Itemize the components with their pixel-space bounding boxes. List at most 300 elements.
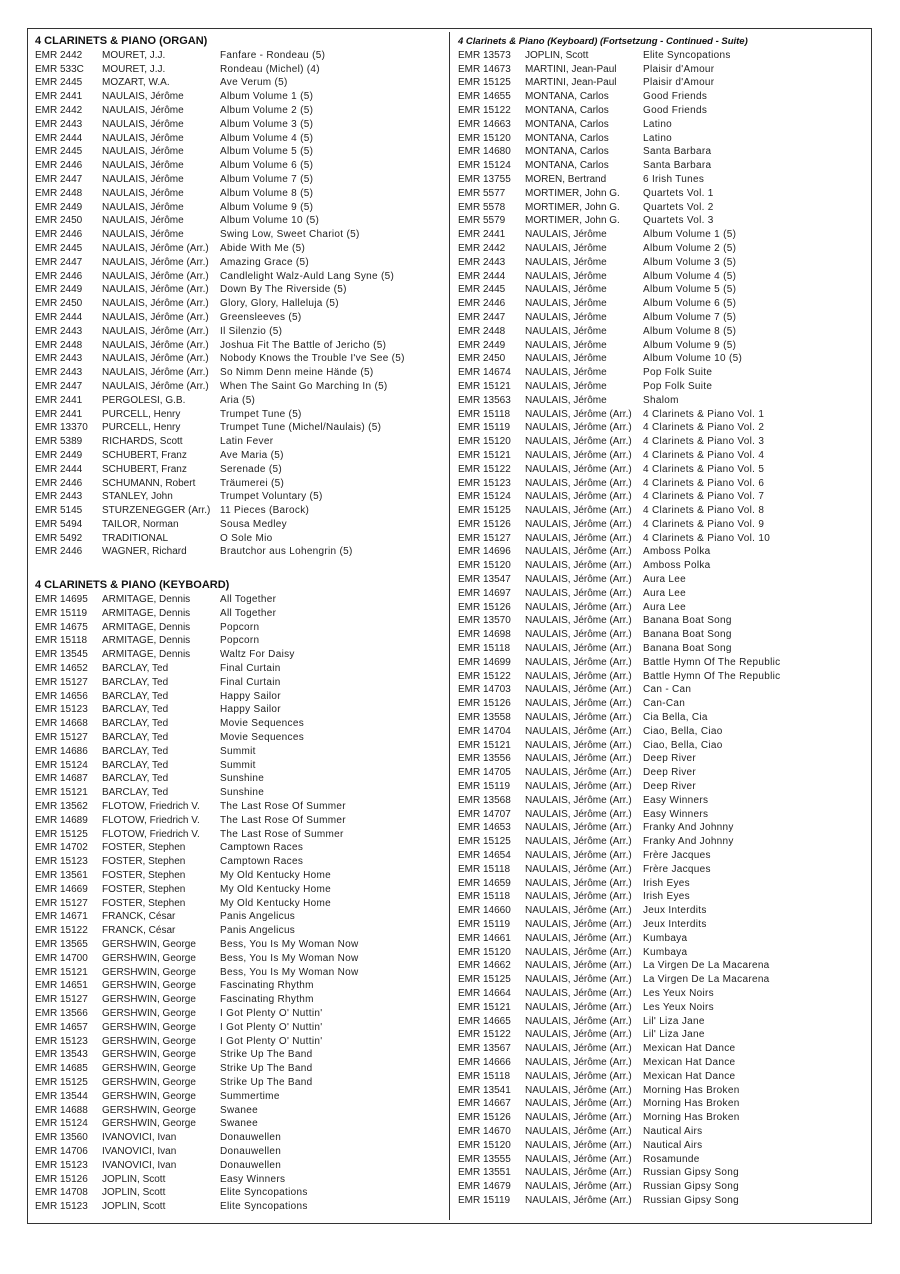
piece-title: Strike Up The Band <box>220 1076 313 1088</box>
list-item <box>458 1153 868 1167</box>
piece-title: Elite Syncopations <box>220 1187 308 1199</box>
catalog-number: EMR 15119 <box>35 607 88 619</box>
piece-title: Donauwellen <box>220 1159 282 1171</box>
catalog-number: EMR 2443 <box>35 118 83 130</box>
piece-title: I Got Plenty O' Nuttin' <box>220 1035 323 1047</box>
list-item <box>35 676 440 690</box>
list-item <box>458 104 868 118</box>
catalog-number: EMR 15127 <box>35 897 88 909</box>
catalog-number: EMR 2449 <box>458 339 506 351</box>
composer: NAULAIS, Jérôme (Arr.) <box>525 905 632 917</box>
catalog-number: EMR 13568 <box>458 794 511 806</box>
catalog-number: EMR 15127 <box>35 732 88 744</box>
composer: MORTIMER, John G. <box>525 215 620 227</box>
composer: MOREN, Bertrand <box>525 173 607 185</box>
piece-title: Can-Can <box>643 698 686 710</box>
composer: NAULAIS, Jérôme <box>525 367 607 379</box>
list-item <box>35 648 440 662</box>
list-item <box>35 1048 440 1062</box>
catalog-number: EMR 2449 <box>35 449 83 461</box>
piece-title: Album Volume 1 (5) <box>220 91 314 103</box>
catalog-number: EMR 13567 <box>458 1043 511 1055</box>
list-item <box>458 325 868 339</box>
catalog-number: EMR 13556 <box>458 753 511 765</box>
list-item <box>35 1021 440 1035</box>
piece-title: Album Volume 9 (5) <box>643 339 737 351</box>
list-item <box>458 352 868 366</box>
composer: NAULAIS, Jérôme (Arr.) <box>525 463 632 475</box>
piece-title: My Old Kentucky Home <box>220 870 332 882</box>
list-item <box>458 932 868 946</box>
list-item <box>458 1042 868 1056</box>
list-item <box>458 76 868 90</box>
piece-title: Il Silenzio (5) <box>220 325 283 337</box>
catalog-number: EMR 15125 <box>458 505 511 517</box>
list-item <box>35 869 440 883</box>
list-item <box>35 910 440 924</box>
piece-title: 4 Clarinets & Piano Vol. 1 <box>643 408 765 420</box>
composer: NAULAIS, Jérôme (Arr.) <box>525 532 632 544</box>
catalog-number: EMR 15123 <box>458 477 511 489</box>
catalog-number: EMR 14697 <box>458 587 511 599</box>
list-item <box>458 1180 868 1194</box>
composer: MARTINI, Jean-Paul <box>525 63 617 75</box>
piece-title: Easy Winners <box>643 808 709 820</box>
catalog-number: EMR 2448 <box>35 187 83 199</box>
composer: MONTANA, Carlos <box>525 146 609 158</box>
composer: GERSHWIN, George <box>102 1118 196 1130</box>
list-item <box>458 711 868 725</box>
catalog-number: EMR 13551 <box>458 1167 511 1179</box>
list-item <box>458 270 868 284</box>
composer: NAULAIS, Jérôme (Arr.) <box>525 891 632 903</box>
list-item <box>458 283 868 297</box>
catalog-number: EMR 2448 <box>458 325 506 337</box>
composer: NAULAIS, Jérôme (Arr.) <box>525 1001 632 1013</box>
catalog-number: EMR 2446 <box>35 229 83 241</box>
composer: NAULAIS, Jérôme (Arr.) <box>525 436 632 448</box>
composer: FLOTOW, Friedrich V. <box>102 828 200 840</box>
list-item <box>35 145 440 159</box>
composer: NAULAIS, Jérôme (Arr.) <box>525 946 632 958</box>
piece-title: Jeux Interdits <box>643 905 707 917</box>
piece-title: Album Volume 10 (5) <box>220 215 320 227</box>
composer: NAULAIS, Jérôme <box>102 118 184 130</box>
piece-title: Summit <box>220 759 256 771</box>
composer: NAULAIS, Jérôme <box>525 353 607 365</box>
list-item <box>35 380 440 394</box>
list-item <box>458 297 868 311</box>
piece-title: Latin Fever <box>220 436 274 448</box>
catalog-number: EMR 15119 <box>458 1194 511 1206</box>
list-item <box>458 794 868 808</box>
piece-title: Ave Verum (5) <box>220 77 288 89</box>
catalog-number: EMR 15125 <box>458 77 511 89</box>
catalog-number: EMR 2441 <box>35 394 83 406</box>
piece-title: Jeux Interdits <box>643 919 707 930</box>
piece-title: Kumbaya <box>643 932 688 944</box>
composer: NAULAIS, Jérôme <box>102 187 184 199</box>
piece-title: Pop Folk Suite <box>643 367 713 379</box>
list-item <box>35 173 440 187</box>
list-item <box>458 973 868 987</box>
composer: BARCLAY, Ted <box>102 745 169 757</box>
list-item <box>458 435 868 449</box>
catalog-number: EMR 13560 <box>35 1132 88 1144</box>
composer: FRANCK, César <box>102 925 176 937</box>
catalog-number: EMR 15123 <box>35 1159 88 1171</box>
piece-title: Album Volume 8 (5) <box>643 325 737 337</box>
piece-title: Happy Sailor <box>220 690 281 702</box>
list-item <box>35 518 440 532</box>
catalog-number: EMR 14659 <box>458 877 511 889</box>
catalog-number: EMR 2449 <box>35 284 83 296</box>
catalog-number: EMR 15126 <box>458 1112 511 1124</box>
list-item <box>35 242 440 256</box>
catalog-number: EMR 13570 <box>458 615 511 627</box>
catalog-number: EMR 14655 <box>458 91 511 103</box>
piece-title: 4 Clarinets & Piano Vol. 8 <box>643 505 765 517</box>
composer: NAULAIS, Jérôme (Arr.) <box>525 877 632 889</box>
list-item <box>35 408 440 422</box>
list-item <box>35 607 440 621</box>
catalog-number: EMR 2443 <box>458 256 506 268</box>
piece-title: All Together <box>220 594 277 606</box>
piece-title: Good Friends <box>643 104 708 116</box>
piece-title: Trumpet Tune (Michel/Naulais) (5) <box>220 422 382 434</box>
catalog-number: EMR 2446 <box>35 477 83 489</box>
piece-title: Banana Boat Song <box>643 643 732 655</box>
composer: NAULAIS, Jérôme (Arr.) <box>525 1153 632 1165</box>
composer: JOPLIN, Scott <box>102 1201 166 1213</box>
list-item <box>458 421 868 435</box>
composer: BARCLAY, Ted <box>102 676 169 688</box>
composer: PURCELL, Henry <box>102 408 181 420</box>
catalog-number: EMR 15121 <box>35 787 88 799</box>
piece-title: Album Volume 3 (5) <box>220 118 314 130</box>
list-item <box>458 504 868 518</box>
list-item <box>35 1117 440 1131</box>
list-item <box>35 366 440 380</box>
catalog-number: EMR 2449 <box>35 201 83 213</box>
composer: NAULAIS, Jérôme (Arr.) <box>525 1139 632 1151</box>
composer: NAULAIS, Jérôme (Arr.) <box>102 353 209 365</box>
list-item <box>458 863 868 877</box>
composer: ARMITAGE, Dennis <box>102 594 191 606</box>
list-item <box>35 214 440 228</box>
piece-title: My Old Kentucky Home <box>220 897 332 909</box>
piece-title: Aura Lee <box>643 587 686 599</box>
composer: NAULAIS, Jérôme (Arr.) <box>102 380 209 392</box>
piece-title: Summit <box>220 745 256 757</box>
composer: NAULAIS, Jérôme (Arr.) <box>525 794 632 806</box>
composer: NAULAIS, Jérôme (Arr.) <box>102 284 209 296</box>
catalog-number: EMR 14660 <box>458 905 511 917</box>
list-item <box>458 739 868 753</box>
composer: FOSTER, Stephen <box>102 870 186 882</box>
list-item <box>35 118 440 132</box>
section-title-keyboard-continued: 4 Clarinets & Piano (Keyboard) (Fortsetzung - Continued - Suite) <box>458 36 748 47</box>
piece-title: Good Friends <box>643 91 708 103</box>
list-item <box>458 614 868 628</box>
piece-title: My Old Kentucky Home <box>220 883 332 895</box>
keyboard-listing <box>35 593 440 1214</box>
composer: NAULAIS, Jérôme <box>525 298 607 310</box>
piece-title: Mexican Hat Dance <box>643 1043 736 1055</box>
piece-title: When The Saint Go Marching In (5) <box>220 380 388 392</box>
catalog-number: EMR 15119 <box>458 919 511 930</box>
list-item <box>458 1028 868 1042</box>
catalog-number: EMR 2447 <box>35 173 83 185</box>
catalog-number: EMR 2444 <box>35 132 83 144</box>
catalog-number: EMR 2443 <box>35 325 83 337</box>
list-item <box>458 780 868 794</box>
catalog-number: EMR 15122 <box>458 463 511 475</box>
composer: NAULAIS, Jérôme (Arr.) <box>525 781 632 793</box>
piece-title: Cia Bella, Cia <box>643 712 708 724</box>
piece-title: Sousa Medley <box>220 518 287 530</box>
composer: NAULAIS, Jérôme <box>102 173 184 185</box>
list-item <box>35 352 440 366</box>
catalog-number: EMR 15120 <box>458 1139 511 1151</box>
list-item <box>458 63 868 77</box>
list-item <box>35 394 440 408</box>
list-item <box>458 725 868 739</box>
composer: FLOTOW, Friedrich V. <box>102 801 200 813</box>
piece-title: Easy Winners <box>643 794 709 806</box>
list-item <box>35 311 440 325</box>
catalog-number: EMR 13565 <box>35 939 88 950</box>
piece-title: La Virgen De La Macarena <box>643 974 770 986</box>
list-item <box>458 573 868 587</box>
piece-title: Latino <box>643 118 673 130</box>
composer: NAULAIS, Jérôme (Arr.) <box>525 1056 632 1068</box>
piece-title: Plaisir d'Amour <box>643 63 715 75</box>
list-item <box>35 966 440 980</box>
catalog-number: EMR 2445 <box>35 146 83 158</box>
list-item <box>35 256 440 270</box>
catalog-number: EMR 15127 <box>458 532 511 544</box>
piece-title: Album Volume 4 (5) <box>643 270 737 282</box>
piece-title: Russian Gipsy Song <box>643 1194 740 1206</box>
list-item <box>458 890 868 904</box>
catalog-number: EMR 2444 <box>35 311 83 323</box>
piece-title: Album Volume 7 (5) <box>220 173 314 185</box>
piece-title: Album Volume 1 (5) <box>643 229 737 241</box>
composer: GERSHWIN, George <box>102 1076 196 1088</box>
list-item <box>35 1173 440 1187</box>
composer: NAULAIS, Jérôme (Arr.) <box>525 684 632 696</box>
list-item <box>458 449 868 463</box>
composer: MARTINI, Jean-Paul <box>525 77 617 89</box>
piece-title: Lil' Liza Jane <box>643 1015 705 1027</box>
composer: NAULAIS, Jérôme (Arr.) <box>525 1043 632 1055</box>
column-divider <box>449 32 450 1220</box>
piece-title: 4 Clarinets & Piano Vol. 3 <box>643 436 765 448</box>
organ-listing <box>35 49 440 559</box>
composer: NAULAIS, Jérôme (Arr.) <box>102 242 209 254</box>
catalog-number: EMR 13558 <box>458 712 511 724</box>
piece-title: Album Volume 6 (5) <box>643 298 737 310</box>
catalog-number: EMR 2447 <box>458 311 506 323</box>
catalog-number: EMR 14671 <box>35 911 88 923</box>
catalog-number: EMR 2450 <box>458 353 506 365</box>
composer: GERSHWIN, George <box>102 1007 196 1019</box>
catalog-number: EMR 14654 <box>458 850 511 862</box>
catalog-number: EMR 14653 <box>458 822 511 834</box>
list-item <box>458 628 868 642</box>
composer: NAULAIS, Jérôme (Arr.) <box>525 1070 632 1082</box>
catalog-number: EMR 13543 <box>35 1049 88 1061</box>
piece-title: Irish Eyes <box>643 891 690 903</box>
piece-title: The Last Rose Of Summer <box>220 814 346 826</box>
composer: NAULAIS, Jérôme (Arr.) <box>525 449 632 461</box>
list-item <box>458 877 868 891</box>
catalog-number: EMR 14674 <box>458 367 511 379</box>
catalog-number: EMR 13561 <box>35 870 88 882</box>
list-item <box>35 634 440 648</box>
section-gap <box>35 559 440 579</box>
list-item <box>458 959 868 973</box>
list-item <box>458 228 868 242</box>
piece-title: Summertime <box>220 1090 280 1102</box>
list-item <box>458 766 868 780</box>
composer: NAULAIS, Jérôme <box>525 284 607 296</box>
catalog-number: EMR 14668 <box>35 718 88 730</box>
composer: BARCLAY, Ted <box>102 704 169 716</box>
piece-title: The Last Rose Of Summer <box>220 801 346 813</box>
catalog-number: EMR 15126 <box>458 601 511 613</box>
piece-title: O Sole Mio <box>220 532 273 544</box>
piece-title: Santa Barbara <box>643 160 712 172</box>
piece-title: 4 Clarinets & Piano Vol. 10 <box>643 532 771 544</box>
catalog-number: EMR 15123 <box>35 856 88 868</box>
composer: SCHUBERT, Franz <box>102 463 187 475</box>
piece-title: Swanee <box>220 1104 258 1116</box>
catalog-number: EMR 15125 <box>35 828 88 840</box>
catalog-number: EMR 2444 <box>35 463 83 475</box>
piece-title: Candlelight Walz-Auld Lang Syne (5) <box>220 270 395 282</box>
composer: NAULAIS, Jérôme <box>102 215 184 227</box>
list-item <box>35 228 440 242</box>
composer: TAILOR, Norman <box>102 518 179 530</box>
piece-title: 4 Clarinets & Piano Vol. 5 <box>643 463 765 475</box>
catalog-number: EMR 13544 <box>35 1090 88 1102</box>
composer: BARCLAY, Ted <box>102 732 169 744</box>
piece-title: Aura Lee <box>643 574 686 586</box>
list-item <box>458 1001 868 1015</box>
composer: NAULAIS, Jérôme (Arr.) <box>525 656 632 668</box>
list-item <box>458 1097 868 1111</box>
composer: NAULAIS, Jérôme (Arr.) <box>525 822 632 834</box>
catalog-number: EMR 15122 <box>458 104 511 116</box>
piece-title: Album Volume 3 (5) <box>643 256 737 268</box>
composer: NAULAIS, Jérôme <box>102 132 184 144</box>
list-item <box>458 1166 868 1180</box>
catalog-number: EMR 13547 <box>458 574 511 586</box>
piece-title: La Virgen De La Macarena <box>643 960 770 972</box>
piece-title: Santa Barbara <box>643 146 712 158</box>
composer: MORTIMER, John G. <box>525 201 620 213</box>
catalog-number: EMR 14657 <box>35 1021 88 1033</box>
list-item <box>35 759 440 773</box>
piece-title: The Last Rose of Summer <box>220 828 344 840</box>
composer: NAULAIS, Jérôme (Arr.) <box>525 808 632 820</box>
catalog-number: EMR 2450 <box>35 215 83 227</box>
composer: WAGNER, Richard <box>102 546 187 558</box>
composer: GERSHWIN, George <box>102 939 196 950</box>
composer: FRANCK, César <box>102 911 176 923</box>
catalog-number: EMR 15126 <box>458 518 511 530</box>
composer: NAULAIS, Jérôme (Arr.) <box>525 1084 632 1096</box>
composer: NAULAIS, Jérôme (Arr.) <box>525 767 632 779</box>
composer: NAULAIS, Jérôme (Arr.) <box>525 1194 632 1206</box>
catalog-number: EMR 13555 <box>458 1153 511 1165</box>
composer: NAULAIS, Jérôme <box>525 311 607 323</box>
catalog-number: EMR 2442 <box>35 104 83 116</box>
catalog-number: EMR 14696 <box>458 546 511 558</box>
piece-title: Swanee <box>220 1118 258 1130</box>
composer: NAULAIS, Jérôme (Arr.) <box>525 477 632 489</box>
composer: BARCLAY, Ted <box>102 787 169 799</box>
composer: NAULAIS, Jérôme (Arr.) <box>525 587 632 599</box>
composer: NAULAIS, Jérôme (Arr.) <box>525 601 632 613</box>
composer: NAULAIS, Jérôme <box>102 91 184 103</box>
piece-title: Lil' Liza Jane <box>643 1029 705 1041</box>
composer: BARCLAY, Ted <box>102 690 169 702</box>
piece-title: 4 Clarinets & Piano Vol. 7 <box>643 491 765 503</box>
piece-title: Greensleeves (5) <box>220 311 302 323</box>
catalog-number: EMR 15122 <box>458 1029 511 1041</box>
piece-title: 11 Pieces (Barock) <box>220 505 310 517</box>
list-item <box>458 545 868 559</box>
catalog-number: EMR 15118 <box>458 408 511 420</box>
catalog-number: EMR 15118 <box>458 643 511 655</box>
list-item <box>35 703 440 717</box>
list-item <box>35 449 440 463</box>
piece-title: Popcorn <box>220 621 260 633</box>
composer: NAULAIS, Jérôme <box>102 104 184 116</box>
piece-title: Amazing Grace (5) <box>220 256 310 268</box>
list-item <box>35 745 440 759</box>
catalog-number: EMR 5145 <box>35 505 83 517</box>
piece-title: Fanfare - Rondeau (5) <box>220 49 326 61</box>
list-item <box>35 1159 440 1173</box>
composer: ARMITAGE, Dennis <box>102 635 191 647</box>
piece-title: Amboss Polka <box>643 560 711 572</box>
piece-title: Banana Boat Song <box>643 629 732 641</box>
piece-title: Strike Up The Band <box>220 1063 313 1075</box>
list-item <box>35 283 440 297</box>
catalog-number: EMR 13541 <box>458 1084 511 1096</box>
list-item <box>35 504 440 518</box>
list-item <box>35 1007 440 1021</box>
composer: GERSHWIN, George <box>102 980 196 992</box>
catalog-number: EMR 15124 <box>35 759 88 771</box>
composer: NAULAIS, Jérôme <box>525 242 607 254</box>
composer: SCHUMANN, Robert <box>102 477 196 489</box>
piece-title: 4 Clarinets & Piano Vol. 9 <box>643 518 765 530</box>
piece-title: Camptown Races <box>220 842 304 854</box>
catalog-number: EMR 14664 <box>458 987 511 999</box>
composer: IVANOVICI, Ivan <box>102 1145 177 1157</box>
catalog-number: EMR 14663 <box>458 118 511 130</box>
piece-title: Final Curtain <box>220 663 281 675</box>
composer: NAULAIS, Jérôme (Arr.) <box>525 408 632 420</box>
catalog-number: EMR 2441 <box>35 91 83 103</box>
piece-title: Sunshine <box>220 773 265 785</box>
piece-title: Ciao, Bella, Ciao <box>643 739 723 751</box>
